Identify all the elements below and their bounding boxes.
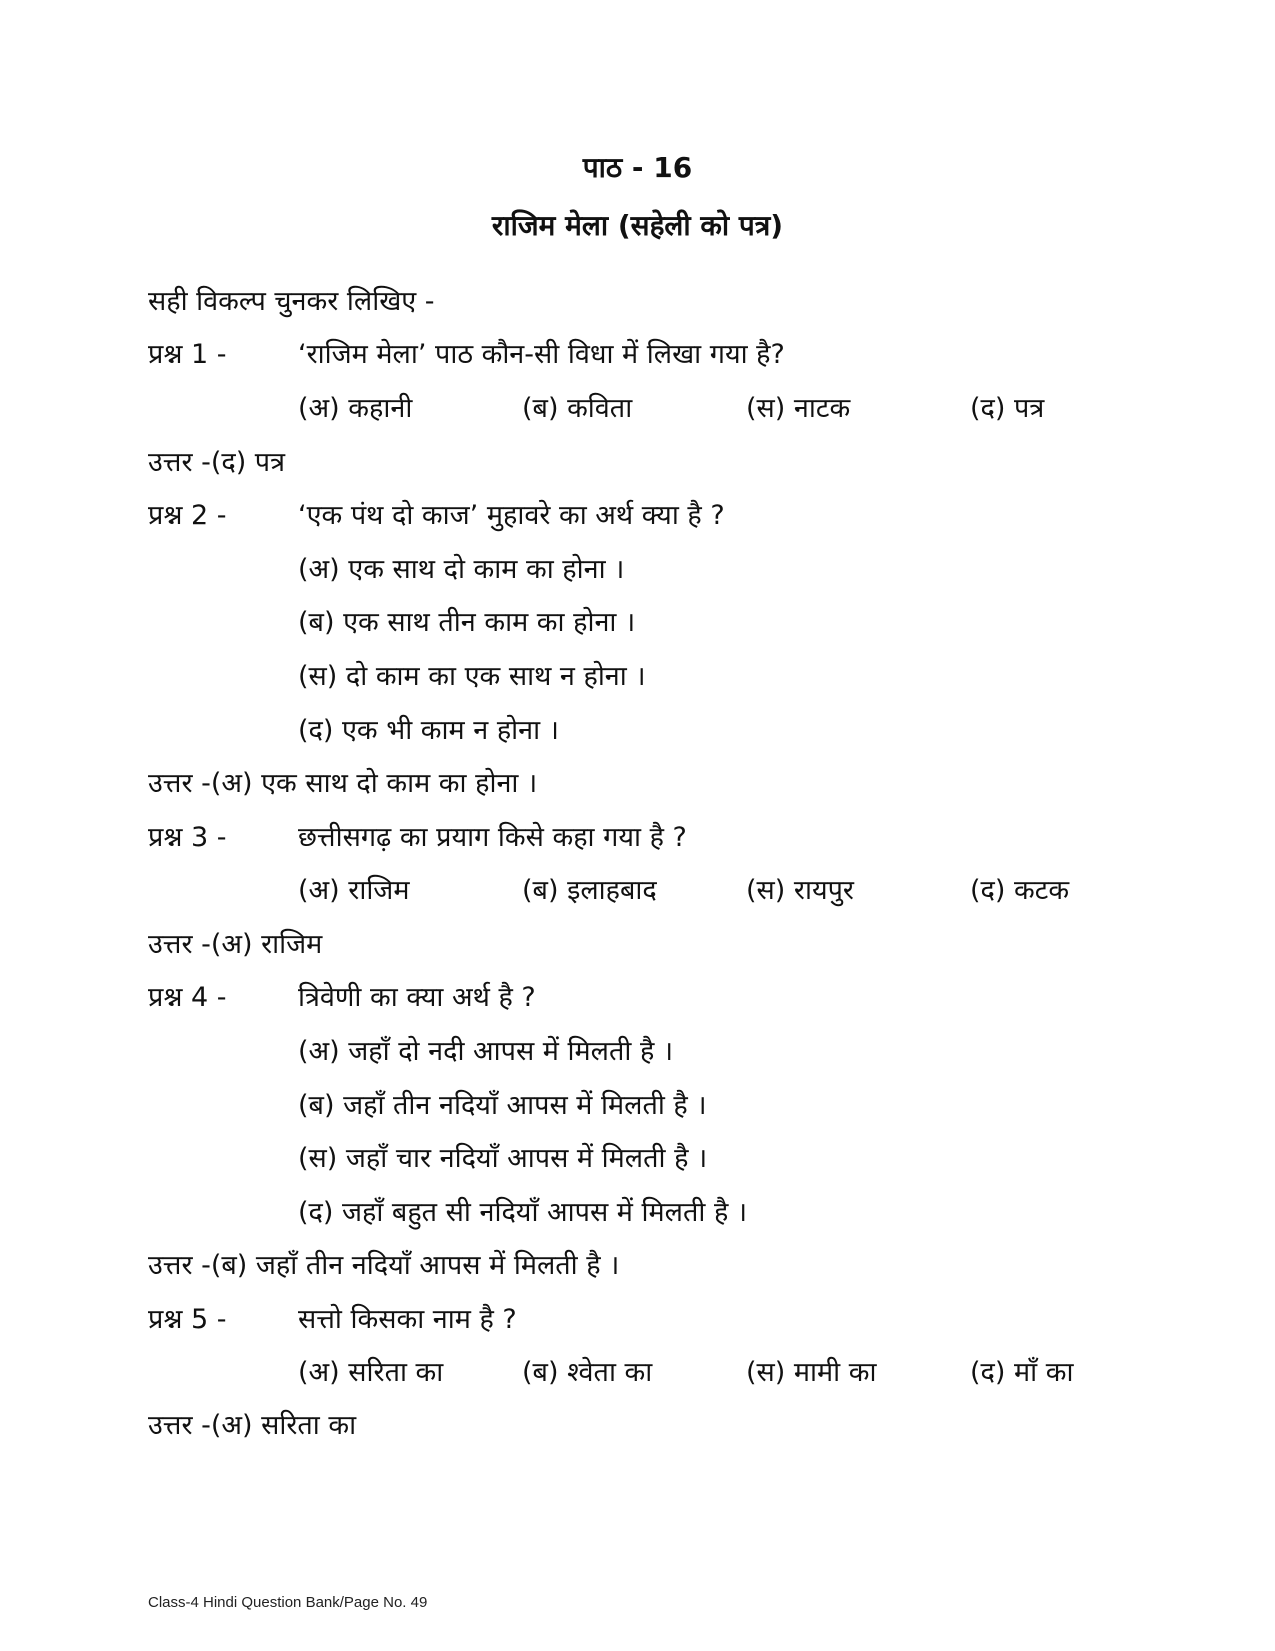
answer: उत्तर -(अ) एक साथ दो काम का होना ।: [148, 768, 538, 799]
option-a: (अ) राजिम: [298, 875, 410, 906]
question-label: प्रश्न 1 -: [148, 339, 227, 370]
option-c: (स) दो काम का एक साथ न होना ।: [298, 661, 646, 692]
option-c: (स) मामी का: [746, 1357, 877, 1388]
option-a: (अ) जहाँ दो नदी आपस में मिलती है ।: [298, 1036, 674, 1067]
answer: उत्तर -(ब) जहाँ तीन नदियाँ आपस में मिलती है ।: [148, 1250, 620, 1281]
question-label: प्रश्न 2 -: [148, 500, 227, 531]
option-b: (ब) जहाँ तीन नदियाँ आपस में मिलती है ।: [298, 1090, 707, 1121]
question-label: प्रश्न 3 -: [148, 822, 227, 853]
option-a: (अ) सरिता का: [298, 1357, 444, 1388]
option-a: (अ) एक साथ दो काम का होना ।: [298, 554, 625, 585]
answer: उत्तर -(द) पत्र: [148, 447, 286, 478]
option-d: (द) एक भी काम न होना ।: [298, 715, 559, 746]
option-c: (स) रायपुर: [746, 875, 854, 906]
option-d: (द) पत्र: [970, 393, 1045, 424]
page-title: राजिम मेला (सहेली को पत्र): [491, 209, 784, 242]
option-b: (ब) एक साथ तीन काम का होना ।: [298, 607, 636, 638]
answer: उत्तर -(अ) राजिम: [148, 929, 323, 960]
instruction: सही विकल्प चुनकर लिखिए -: [148, 286, 435, 317]
option-b: (ब) कविता: [522, 393, 633, 424]
question-text: सत्तो किसका नाम है ?: [298, 1304, 517, 1335]
question-text: ‘राजिम मेला’ पाठ कौन-सी विधा में लिखा गया है?: [298, 339, 785, 370]
option-b: (ब) श्वेता का: [522, 1357, 653, 1388]
option-row: [0, 391, 1275, 427]
lesson-number: पाठ - 16: [582, 151, 693, 184]
option-d: (द) माँ का: [970, 1357, 1074, 1388]
option-row: [0, 873, 1275, 909]
option-d: (द) कटक: [970, 875, 1070, 906]
answer: उत्तर -(अ) सरिता का: [148, 1410, 357, 1441]
option-c: (स) नाटक: [746, 393, 851, 424]
question-text: छत्तीसगढ़ का प्रयाग किसे कहा गया है ?: [298, 822, 687, 853]
page-footer: Class-4 Hindi Question Bank/Page No. 49: [148, 1594, 428, 1611]
question-text: त्रिवेणी का क्या अर्थ है ?: [298, 982, 536, 1013]
question-text: ‘एक पंथ दो काज’ मुहावरे का अर्थ क्या है ?: [298, 500, 725, 531]
option-row: [0, 1355, 1275, 1391]
option-c: (स) जहाँ चार नदियाँ आपस में मिलती है ।: [298, 1143, 708, 1174]
option-d: (द) जहाँ बहुत सी नदियाँ आपस में मिलती है ।: [298, 1197, 748, 1228]
question-label: प्रश्न 4 -: [148, 982, 227, 1013]
option-b: (ब) इलाहबाद: [522, 875, 657, 906]
question-label: प्रश्न 5 -: [148, 1304, 227, 1335]
option-a: (अ) कहानी: [298, 393, 413, 424]
